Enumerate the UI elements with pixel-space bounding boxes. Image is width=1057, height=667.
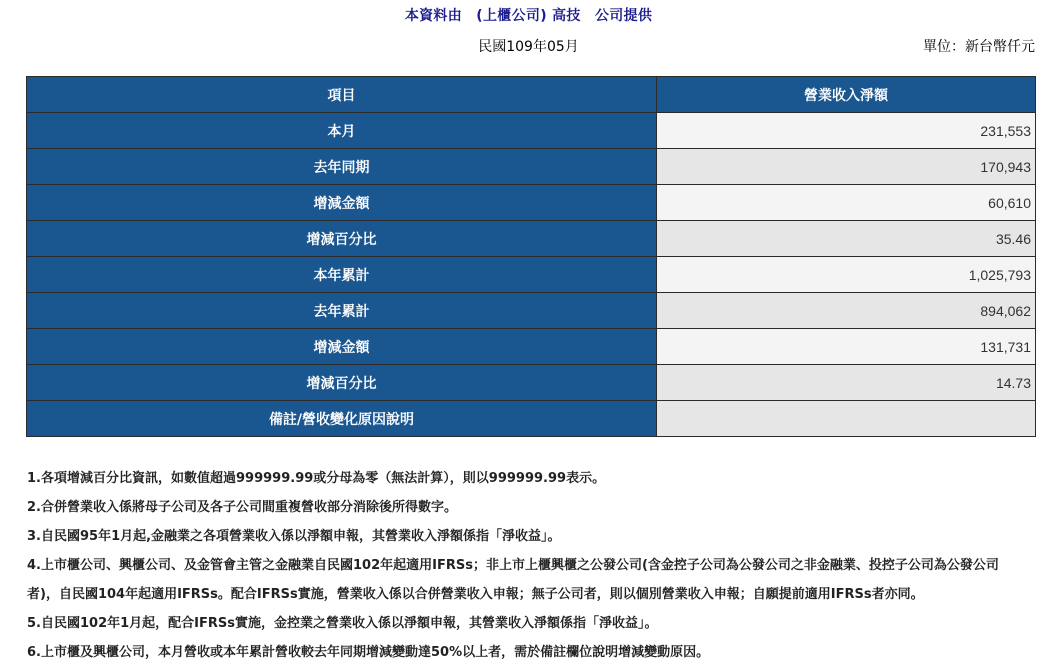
currency-unit: 單位：新台幣仟元 [923, 39, 1035, 55]
footnote-4: 4.上市櫃公司、興櫃公司、及金管會主管之金融業自民國102年起適用IFRSs；非上市上櫃興櫃之公發公司(含金控子公司為公發公司之非金融業、投控子公司為公發公司者)，自民國104年起適用IFRSs。配合IFRSs實施，營業收入係以合併營業收入申報；無子公司者，則以個別營業收入申報；自願提前適用IFRSs者亦同。 [27, 558, 999, 602]
row-value: 1,025,793 [657, 257, 1036, 293]
row-label: 增減金額 [27, 185, 657, 221]
row-label: 本月 [27, 113, 657, 149]
footnote-1: 1.各項增減百分比資訊，如數值超過999999.99或分母為零（無法計算），則以999999.99表示。 [27, 471, 606, 486]
row-label: 本年累計 [27, 257, 657, 293]
footnote-5: 5.自民國102年1月起，配合IFRSs實施，金控業之營業收入係以淨額申報，其營業收入淨額係指「淨收益」。 [27, 616, 658, 631]
table-row [27, 365, 1036, 401]
row-label: 去年累計 [27, 293, 657, 329]
table-row [27, 221, 1036, 257]
remarks-label: 備註/營收變化原因說明 [27, 401, 657, 437]
row-value: 14.73 [657, 365, 1036, 401]
remarks-value [657, 401, 1036, 437]
row-label: 增減百分比 [27, 365, 657, 401]
column-header-net-revenue: 營業收入淨額 [657, 77, 1036, 113]
footnote-2: 2.合併營業收入係將母子公司及各子公司間重複營收部分消除後所得數字。 [27, 500, 457, 515]
table-row [27, 149, 1036, 185]
row-value: 60,610 [657, 185, 1036, 221]
row-value: 894,062 [657, 293, 1036, 329]
table-row [27, 185, 1036, 221]
row-label: 增減金額 [27, 329, 657, 365]
table-row [27, 293, 1036, 329]
row-label: 增減百分比 [27, 221, 657, 257]
row-value: 170,943 [657, 149, 1036, 185]
table-row [27, 113, 1036, 149]
page-title: 本資料由 (上櫃公司) 高技 公司提供 [404, 8, 653, 24]
footnote-6: 6.上市櫃及興櫃公司，本月營收或本年累計營收較去年同期增減變動達50%以上者，需於備註欄位說明增減變動原因。 [27, 645, 710, 660]
remarks-row [27, 401, 1036, 437]
report-period: 民國109年05月 [478, 39, 579, 55]
row-value: 131,731 [657, 329, 1036, 365]
column-header-item: 項目 [27, 77, 657, 113]
table-row [27, 329, 1036, 365]
footnotes [27, 464, 1027, 667]
table-row [27, 257, 1036, 293]
row-value: 35.46 [657, 221, 1036, 257]
row-value: 231,553 [657, 113, 1036, 149]
row-label: 去年同期 [27, 149, 657, 185]
table-header-row [27, 77, 1036, 113]
revenue-table [26, 76, 1036, 437]
footnote-3: 3.自民國95年1月起,金融業之各項營業收入係以淨額申報，其營業收入淨額係指「淨收益」。 [27, 529, 561, 544]
